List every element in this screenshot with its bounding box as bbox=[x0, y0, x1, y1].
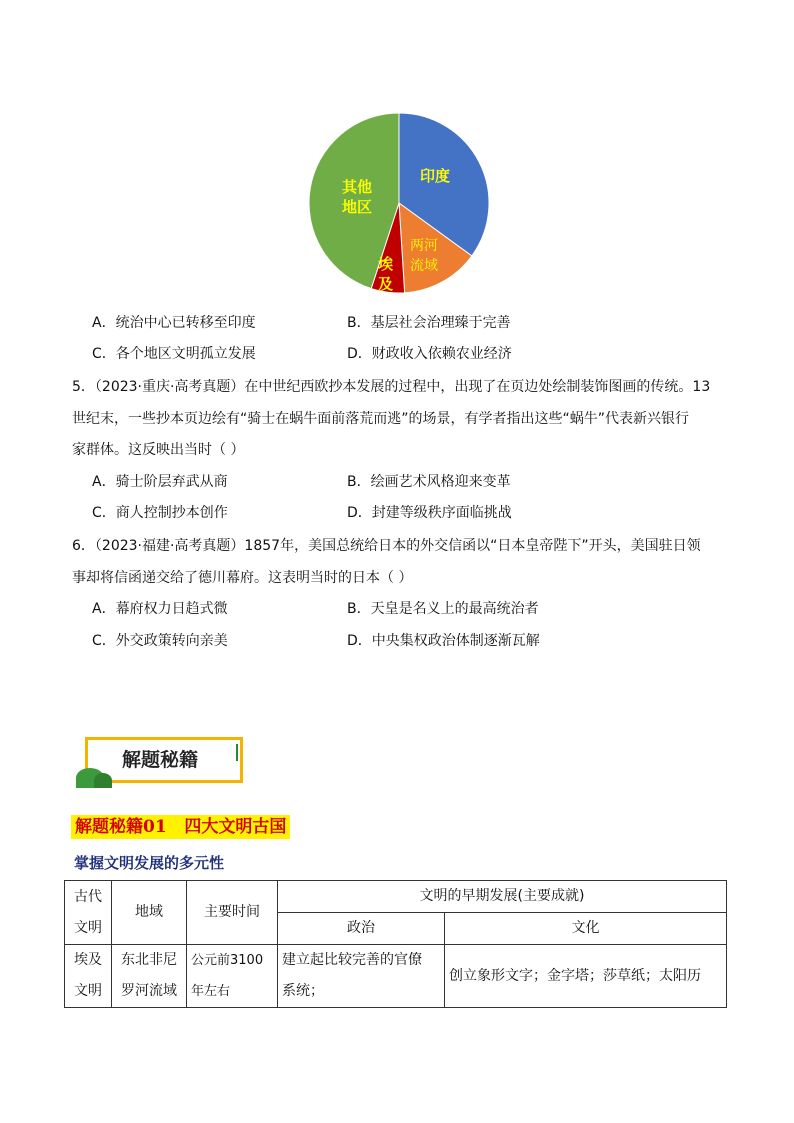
cell-politics-line1: 建立起比较完善的官僚 bbox=[282, 952, 422, 968]
pie-label-egypt-line1: 埃 bbox=[378, 255, 394, 273]
header-time: 主要时间 bbox=[187, 881, 278, 945]
header-civilization-line2: 文明 bbox=[74, 919, 102, 936]
cell-culture: 创立象形文字；金字塔；莎草纸；太阳历 bbox=[445, 945, 727, 1008]
cell-region-line1: 东北非尼 bbox=[121, 952, 177, 968]
badge-title: 解题秘籍 bbox=[122, 749, 199, 771]
section-title: 解题秘籍01 四大文明古国 bbox=[71, 815, 290, 839]
q5-option-c[interactable]: C．商人控制抄本创作 bbox=[92, 505, 228, 521]
civilizations-table bbox=[64, 880, 727, 1008]
cell-time bbox=[187, 945, 278, 1008]
q6-option-a[interactable]: A．幕府权力日趋式微 bbox=[92, 601, 228, 617]
cell-politics-line2: 系统； bbox=[282, 983, 324, 999]
header-region: 地域 bbox=[112, 881, 187, 945]
q6-option-c[interactable]: C．外交政策转向亲美 bbox=[92, 633, 228, 649]
cell-region bbox=[112, 945, 187, 1008]
pie-label-mesopotamia bbox=[410, 236, 438, 276]
q4-option-d[interactable]: D．财政收入依赖农业经济 bbox=[347, 346, 512, 362]
q4-option-a[interactable]: A．统治中心已转移至印度 bbox=[92, 315, 256, 331]
pie-label-other-line1: 其他 bbox=[342, 178, 373, 196]
pie-label-india: 印度 bbox=[420, 167, 451, 185]
q5-stem bbox=[72, 372, 722, 467]
q4-option-c[interactable]: C．各个地区文明孤立发展 bbox=[92, 346, 256, 362]
table-row bbox=[65, 945, 727, 1008]
q5-stem-line3: 家群体。这反映出当时（ ） bbox=[72, 442, 245, 458]
cell-time-line2: 年左右 bbox=[191, 984, 231, 999]
cell-civilization-line2: 文明 bbox=[74, 983, 102, 999]
q5-stem-line1: 5．（2023·重庆·高考真题）在中世纪西欧抄本发展的过程中，出现了在页边处绘制装饰图画的传统。13 bbox=[72, 379, 711, 395]
subsection-title: 掌握文明发展的多元性 bbox=[74, 854, 225, 872]
pie-label-other bbox=[342, 177, 372, 217]
q6-option-b[interactable]: B．天皇是名义上的最高统治者 bbox=[347, 601, 539, 617]
q5-option-b[interactable]: B．绘画艺术风格迎来变革 bbox=[347, 474, 511, 490]
cell-politics bbox=[278, 945, 445, 1008]
pie-chart bbox=[309, 113, 489, 293]
header-culture: 文化 bbox=[445, 913, 727, 945]
cell-region-line2: 罗河流域 bbox=[121, 983, 177, 999]
badge-accent-bar bbox=[236, 744, 238, 761]
q6-stem-line1: 6．（2023·福建·高考真题）1857年，美国总统给日本的外交信函以“日本皇帝陛下”开头，美国驻日领 bbox=[72, 538, 701, 554]
q5-stem-line2: 世纪末，一些抄本页边绘有“骑士在蜗牛面前落荒而逃”的场景，有学者指出这些“蜗牛”代表新兴银行 bbox=[72, 410, 690, 427]
pie-label-mesopotamia-line2: 流域 bbox=[410, 258, 438, 274]
q6-stem bbox=[72, 531, 722, 594]
pie-label-mesopotamia-line1: 两河 bbox=[410, 238, 438, 254]
mountain-icon-small bbox=[94, 773, 112, 788]
q5-option-a[interactable]: A．骑士阶层弃武从商 bbox=[92, 474, 228, 490]
pie-label-egypt-line2: 及 bbox=[378, 275, 394, 293]
cell-civilization-line1: 埃及 bbox=[74, 952, 102, 968]
pie-label-egypt bbox=[378, 254, 393, 294]
q6-option-d[interactable]: D．中央集权政治体制逐渐瓦解 bbox=[347, 633, 540, 649]
q6-stem-line2: 事却将信函递交给了德川幕府。这表明当时的日本（ ） bbox=[72, 569, 413, 586]
header-civilization bbox=[65, 881, 112, 945]
table-header-row bbox=[65, 881, 727, 913]
q5-option-d[interactable]: D．封建等级秩序面临挑战 bbox=[347, 505, 512, 521]
cell-time-line1: 公元前3100 bbox=[191, 953, 264, 968]
cell-civilization bbox=[65, 945, 112, 1008]
header-politics: 政治 bbox=[278, 913, 445, 945]
q4-option-b[interactable]: B．基层社会治理臻于完善 bbox=[347, 315, 511, 331]
header-development: 文明的早期发展(主要成就) bbox=[278, 881, 727, 913]
pie-label-other-line2: 地区 bbox=[342, 198, 373, 216]
header-civilization-line1: 古代 bbox=[74, 888, 102, 905]
